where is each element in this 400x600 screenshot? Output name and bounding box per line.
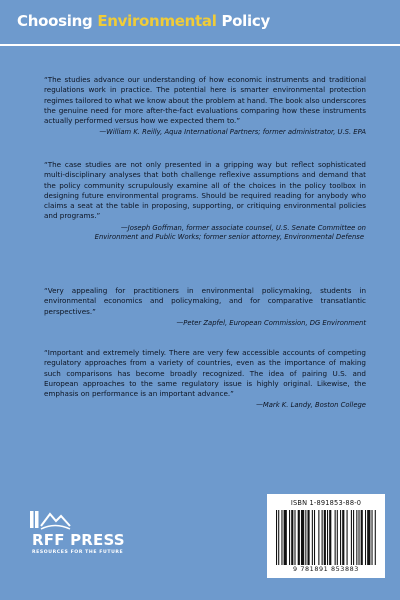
publisher-tagline: RESOURCES FOR THE FUTURE [32, 550, 124, 555]
barcode-bar [298, 510, 300, 565]
blurb-goffman [44, 160, 366, 243]
barcode-bar [305, 510, 306, 565]
book-title [17, 12, 270, 30]
attribution-text-line1: —Joseph Goffman, former associate counsel, U.S. Senate Committee on [120, 223, 366, 232]
barcode-bar [375, 510, 376, 565]
barcode-bar [335, 510, 336, 565]
isbn-barcode [267, 494, 385, 578]
barcode-bar [278, 510, 279, 565]
barcode-bar [337, 510, 338, 565]
barcode-bar [307, 510, 309, 565]
blurb-quote: “Important and extremely timely. There are very few accessible accounts of competing regulatory approaches from a variety of countries, even as the importance of making such comparisons has become broadly recognized. The idea of pairing U.S. and European approaches to the same regulatory issue is highly original. Likewise, the emphasis on performance is an important advance.” [44, 348, 366, 399]
barcode-bar [353, 510, 354, 565]
barcode-bar [289, 510, 290, 565]
barcode-digits: 9 781891 853883 [293, 565, 359, 573]
barcode-bar [294, 510, 295, 565]
barcode-bar [347, 510, 348, 565]
title-part-choosing: Choosing [17, 12, 98, 30]
barcode-bar [351, 510, 352, 565]
barcode-bar [361, 510, 363, 565]
attribution-text-line2: Environment and Public Works; former senior attorney, Environmental Defense [94, 233, 364, 242]
barcode-bar [367, 510, 370, 565]
blurb-quote: “The studies advance our understanding of how economic instruments and traditional regulations work in practice. The potential here is smarter environmental protection regimes tailored to what we know about the problem at hand. The book also underscores the genuine need for more after-the-fact evaluations comparing how these instruments actually performed versus how we expected them to.” [44, 75, 366, 126]
blurb-quote: “The case studies are not only presented in a gripping way but reflect sophisticated multi-disciplinary analyses that both challenge reflexive assumptions and demand that the policy community scrupulously examine all of the choices in the policy toolbox in designing future environmental programs. Should be required reading for anybody who claims a seat at the table in proposing, supporting, or critiquing environmental policies and programs.” [44, 160, 366, 221]
barcode-bar [371, 510, 372, 565]
barcode-bar [342, 510, 344, 565]
barcode-bar [318, 510, 319, 565]
title-divider [0, 44, 400, 46]
isbn-label: ISBN 1-891853-88-0 [290, 499, 362, 507]
barcode-bar [281, 510, 282, 565]
barcode-bar [340, 510, 341, 565]
title-part-policy: Policy [216, 12, 270, 30]
barcode-bar [314, 510, 315, 565]
barcode-bar [327, 510, 328, 565]
barcode-bar [301, 510, 304, 565]
rff-press-logo-mark-icon [30, 510, 110, 530]
barcode-bar [312, 510, 313, 565]
barcode-bar [358, 510, 359, 565]
publisher-logo [30, 508, 150, 578]
attribution-text: —William K. Reilly, Aqua International Partners; former administrator, U.S. EPA [99, 128, 366, 137]
blurb-landy [44, 348, 366, 411]
barcode-bar [365, 510, 366, 565]
blurb-attribution [44, 224, 366, 243]
publisher-name: RFF PRESS [32, 531, 125, 549]
title-part-environmental: Environmental [97, 12, 217, 30]
attribution-text: —Peter Zapfel, European Commission, DG Environment [176, 318, 366, 327]
barcode-bar [324, 510, 326, 565]
barcode-bar [284, 510, 287, 565]
attribution-text: —Mark K. Landy, Boston College [256, 401, 366, 410]
blurb-attribution [44, 319, 366, 329]
blurb-attribution [44, 128, 366, 138]
blurb-zapfel [44, 286, 366, 328]
barcode-bar [291, 510, 293, 565]
blurb-quote: “Very appealing for practitioners in environmental policymaking, students in environmental economics and policymaking, and for comparative transatlantic perspectives.” [44, 286, 366, 316]
blurb-attribution [44, 401, 366, 411]
barcode-bar [356, 510, 357, 565]
barcode-bars [276, 510, 378, 565]
barcode-bar [329, 510, 331, 565]
barcode-bar [322, 510, 323, 565]
blurb-reilly [44, 75, 366, 138]
barcode-bar [276, 510, 277, 565]
